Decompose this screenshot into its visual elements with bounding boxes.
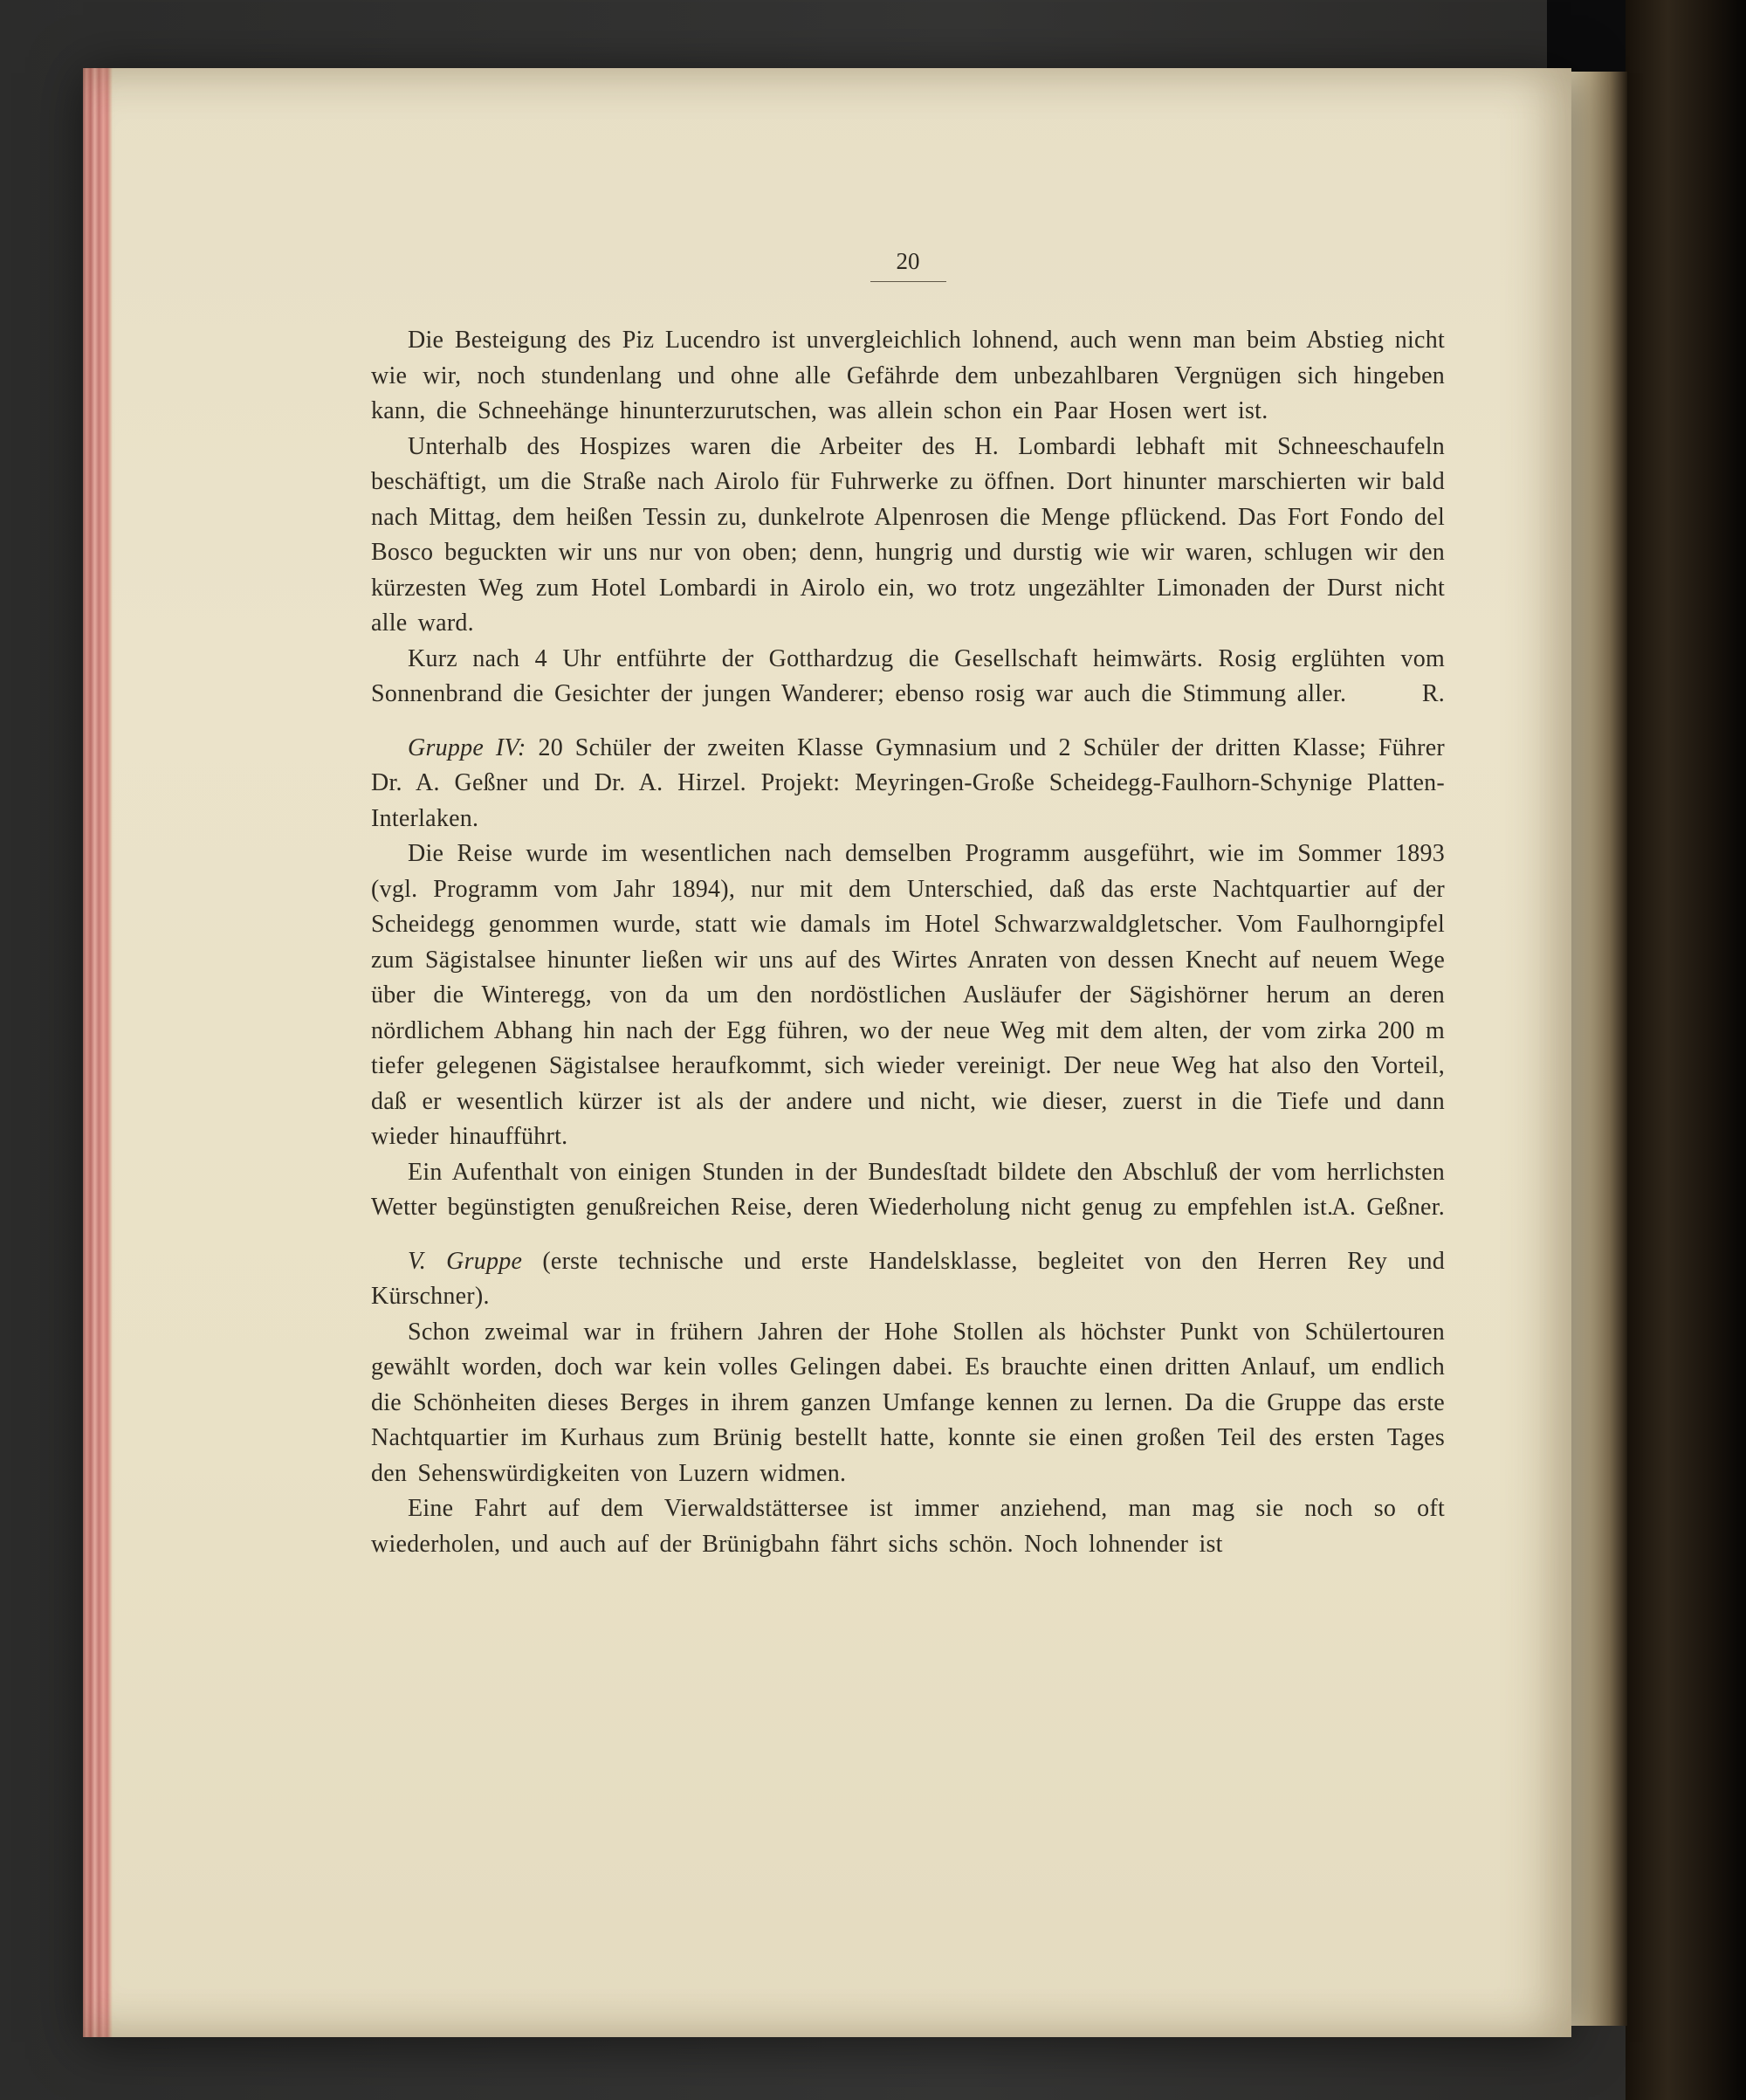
page-stack-right-edge <box>1570 72 1627 2026</box>
paragraph: V. Gruppe (erste technische und erste Handelsklasse, begleitet von den Herren Rey und Kürschner). <box>371 1247 1445 1310</box>
page-header <box>371 248 1445 282</box>
paragraph: Ein Aufenthalt von einigen Stunden in der Bundesſtadt bildete den Abschluß der vom herrlichsten Wetter begünstigten genußreichen Reise, deren Wiederholung nicht genug zu empfehlen ist. <box>371 1158 1445 1221</box>
page-number: 20 <box>870 248 946 282</box>
signature: R. <box>1421 680 1445 707</box>
paragraph: Die Besteigung des Piz Lucendro ist unvergleichlich lohnend, auch wenn man beim Abstieg nicht wie wir, noch stundenlang und ohne alle Gefährde dem unbezahlbaren Vergnügen sich hingeben kann, die Schneehänge hinunterzurutschen, was allein schon ein Paar Hosen wert ist. <box>371 327 1445 424</box>
page-edges-pink <box>83 68 113 2037</box>
paragraph: Gruppe IV: 20 Schüler der zweiten Klasse Gymnasium und 2 Schüler der dritten Klasse; Führer Dr. A. Geßner und Dr. A. Hirzel. Projekt: Meyringen-Große Scheidegg-Faulhorn-Schynige Platten-Interlaken. <box>371 733 1445 832</box>
paragraph-lead: Gruppe IV: <box>408 733 539 761</box>
paragraph: Die Reise wurde im wesentlichen nach demselben Programm ausgeführt, wie im Sommer 1893 (vgl. Programm vom Jahr 1894), nur mit dem Unterschied, daß das erste Nachtquartier auf der Scheidegg genommen wurde, statt wie damals im Hotel Schwarzwaldgletscher. Vom Faulhorngipfel zum Sägistalsee hinunter ließen wir uns auf des Wirtes Anraten von dessen Knecht auf neuem Wege über die Winteregg, von da um den nordöstlichen Ausläufer der Sägishörner herum an deren nördlichem Abhang hin nach der Egg führen, wo der neue Weg mit dem alten, der vom zirka 200 m tiefer gelegenen Sägistalsee heraufkommt, sich wieder vereinigt. Der neue Weg hat also den Vorteil, daß er wesentlich kürzer ist als der andere und nicht, wie dieser, zuerst in die Tiefe und dann wieder hinaufführt. <box>371 840 1445 1150</box>
signature: A. Geßner. <box>1331 1194 1445 1221</box>
paragraph-lead: V. Gruppe <box>408 1247 543 1275</box>
paragraph: Schon zweimal war in frühern Jahren der Hohe Stollen als höchster Punkt von Schülertouren gewählt worden, doch war kein volles Gelingen dabei. Es brauchte einen dritten Anlauf, um endlich die Schönheiten dieses Berges in ihrem ganzen Umfange kennen zu lernen. Da die Gruppe das erste Nachtquartier im Kurhaus zum Brünig bestellt hatte, konnte sie einen großen Teil des ersten Tages den Sehenswürdigkeiten von Luzern widmen. <box>371 1318 1445 1487</box>
book-binding <box>1626 0 1746 2100</box>
book-page <box>83 68 1571 2037</box>
paragraph: Unterhalb des Hospizes waren die Arbeiter des H. Lombardi lebhaft mit Schneeschaufeln beschäftigt, um die Straße nach Airolo für Fuhrwerke zu öffnen. Dort hinunter marschierten wir bald nach Mittag, dem heißen Tessin zu, dunkelrote Alpenrosen die Menge pflückend. Das Fort Fondo del Bosco beguckten wir uns nur von oben; denn, hungrig und durstig wie wir waren, schlugen wir den kürzesten Weg zum Hotel Lombardi in Airolo ein, wo trotz ungezählter Limonaden der Durst nicht alle ward. <box>371 432 1445 637</box>
text-block <box>371 323 1445 1562</box>
paragraph: Eine Fahrt auf dem Vierwaldstättersee ist immer anziehend, man mag sie noch so oft wiederholen, und auch auf der Brünigbahn fährt sichs schön. Noch lohnender ist <box>371 1495 1445 1558</box>
paragraph: Kurz nach 4 Uhr entführte der Gotthardzug die Gesellschaft heimwärts. Rosig erglühten vom Sonnenbrand die Gesichter der jungen Wanderer; ebenso rosig war auch die Stimmung aller. <box>371 644 1445 707</box>
